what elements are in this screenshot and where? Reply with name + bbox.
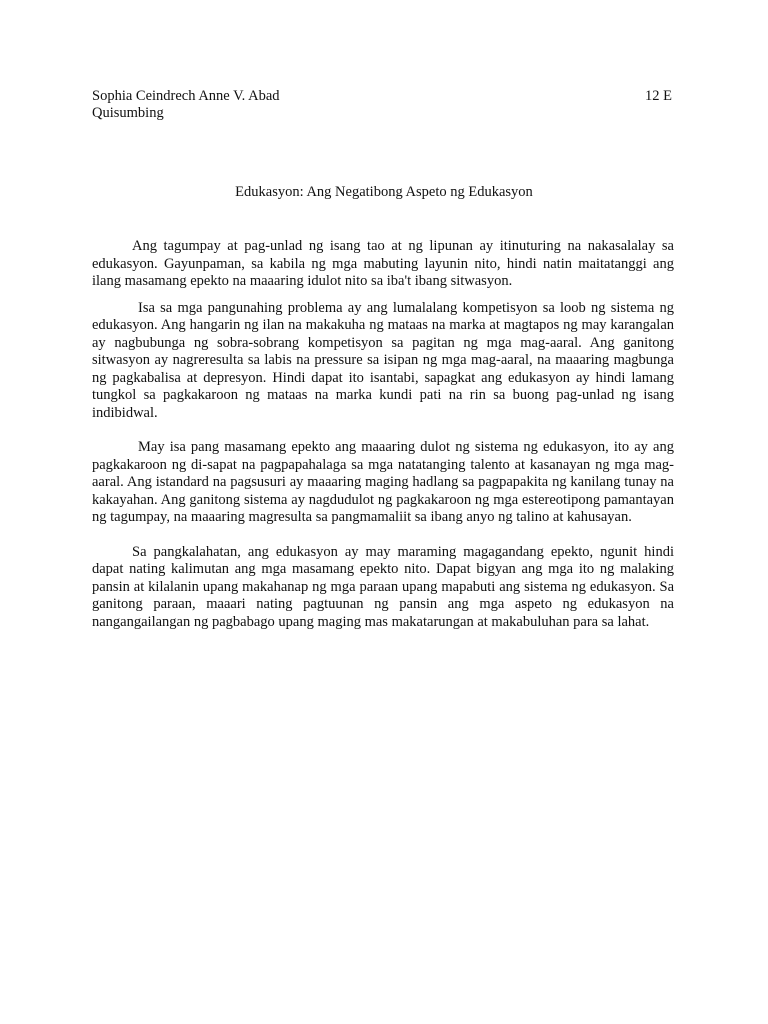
paragraph-competition: Isa sa mga pangunahing problema ay ang lumalalang kompetisyon sa loob ng sistema ng edukasyon. Ang hangarin ng ilan na makakuha ng mataas na marka at magtapos ng may karangalan ay nagbubunga ng sobra-sobrang kompetisyon sa pagitan ng mga mag-aaral. Ang ganitong sitwasyon ay nagreresulta sa labis na pressure sa isipan ng mga mag-aaral, na maaaring magbunga ng pagkabalisa at depresyon. Hindi dapat ito isantabi, sapagkat ang edukasyon ay hindi lamang tungkol sa pagkakaroon ng mataas na marka kundi pati na rin sa buong pag-unlad ng isang indibidwal.	[92, 299, 674, 421]
paragraph-conclusion: Sa pangkalahatan, ang edukasyon ay may maraming magagandang epekto, ngunit hindi dapat nating kalimutan ang mga masamang epekto nito. Dapat bigyan ang mga ito ng malaking pansin at kilalanin upang makahanap ng mga paraan upang mapabuti ang sistema ng edukasyon. Sa ganitong paraan, maaari nating pagtuunan ng pansin ang mga aspeto ng edukasyon na nangangailangan ng pagbabago upang maging mas makatarungan at makabuluhan para sa lahat.	[92, 543, 674, 630]
document-header	[92, 88, 672, 122]
essay-body	[92, 238, 674, 631]
section-label: 12 E	[645, 88, 672, 104]
header-row	[92, 88, 672, 105]
author-surname-line: Quisumbing	[92, 105, 164, 121]
paragraph-talent: May isa pang masamang epekto ang maaaring dulot ng sistema ng edukasyon, ito ay ang pagkakaroon ng di-sapat na pagpapahalaga sa mga natatanging talento at kasanayan ng mga mag-aaral. Ang istandard na pagsusuri ay maaaring maging hadlang sa pagpapakita ng kanilang tunay na kakayahan. Ang ganitong sistema ay nagdudulot ng pagkakaroon ng mga estereotipong pamantayan ng tagumpay, na maaaring magresulta sa pangmamaliit sa ibang anyo ng talino at kahusayan.	[92, 439, 674, 525]
paragraph-intro: Ang tagumpay at pag-unlad ng isang tao at ng lipunan ay itinuturing na nakasalalay sa edukasyon. Gayunpaman, sa kabila ng mga mabuting layunin nito, hindi natin maitatanggi ang ilang masamang epekto na maaaring idulot nito sa iba't ibang sitwasyon.	[92, 238, 674, 289]
author-name: Sophia Ceindrech Anne V. Abad	[92, 88, 280, 104]
essay-title: Edukasyon: Ang Negatibong Aspeto ng Edukasyon	[235, 184, 533, 200]
